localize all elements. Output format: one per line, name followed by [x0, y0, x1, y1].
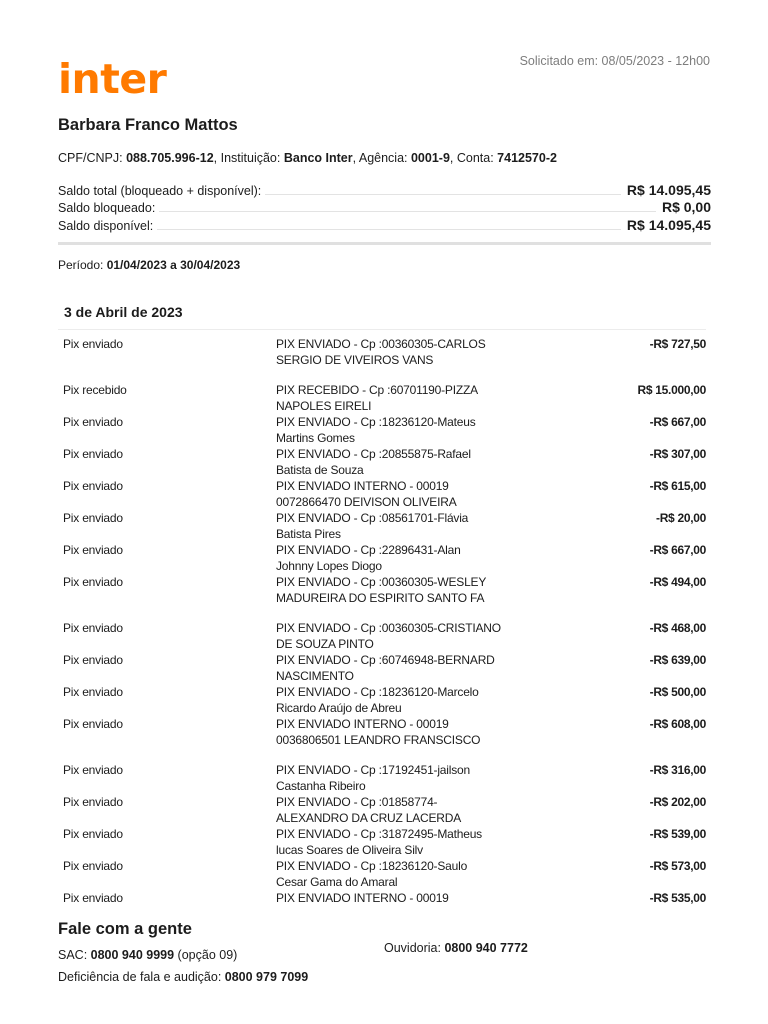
account-info-line: [58, 151, 557, 165]
transaction-amount: -R$ 535,00: [649, 891, 706, 905]
transaction-amount: -R$ 615,00: [649, 479, 706, 493]
transaction-description: PIX ENVIADO INTERNO - 00019 0072866470 DEIVISON OLIVEIRA: [276, 479, 457, 509]
transaction-amount: -R$ 667,00: [649, 543, 706, 557]
transaction-amount: -R$ 468,00: [649, 621, 706, 635]
transaction-amount: R$ 15.000,00: [637, 383, 706, 397]
transaction-type: Pix enviado: [63, 621, 123, 635]
transaction-type: Pix enviado: [63, 795, 123, 809]
transaction-amount: -R$ 608,00: [649, 717, 706, 731]
agency-label: , Agência:: [352, 151, 411, 165]
deficiency-number: 0800 979 7099: [224, 970, 309, 984]
account-value: 7412570-2: [497, 151, 557, 165]
transaction-amount: -R$ 667,00: [649, 415, 706, 429]
balance-row-available: [58, 215, 711, 233]
transaction-type: Pix enviado: [63, 575, 123, 589]
transaction-type: Pix enviado: [63, 415, 123, 429]
transaction-description: PIX ENVIADO - Cp :18236120-Marcelo Ricardo Araújo de Abreu: [276, 685, 479, 715]
balance-label: Saldo bloqueado:: [58, 201, 156, 215]
transaction-type: Pix enviado: [63, 859, 123, 873]
sac-line: [58, 948, 237, 962]
agency-value: 0001-9: [410, 151, 450, 165]
transaction-type: Pix enviado: [63, 337, 123, 351]
transaction-type: Pix enviado: [63, 447, 123, 461]
sac-number: 0800 940 9999: [90, 948, 175, 962]
transaction-description: PIX ENVIADO - Cp :17192451-jailson Castanha Ribeiro: [276, 763, 470, 793]
balance-row-blocked: [58, 198, 711, 216]
transaction-type: Pix enviado: [63, 653, 123, 667]
balance-amount: R$ 14.095,45: [626, 216, 711, 233]
balance-amount: R$ 0,00: [661, 199, 711, 215]
transaction-description: PIX ENVIADO - Cp :22896431-Alan Johnny Lopes Diogo: [276, 543, 461, 573]
period-label: Período:: [58, 258, 107, 272]
transaction-description: PIX ENVIADO - Cp :00360305-WESLEY MADUREIRA DO ESPIRITO SANTO FA: [276, 575, 486, 605]
transaction-amount: -R$ 573,00: [649, 859, 706, 873]
transaction-description: PIX ENVIADO - Cp :08561701-Flávia Batista Pires: [276, 511, 469, 541]
period-line: [58, 258, 240, 272]
transaction-type: Pix enviado: [63, 511, 123, 525]
sac-label: SAC:: [58, 948, 91, 962]
transaction-description: PIX RECEBIDO - Cp :60701190-PIZZA NAPOLES EIRELI: [276, 383, 478, 413]
transaction-amount: -R$ 316,00: [649, 763, 706, 777]
transaction-amount: -R$ 639,00: [649, 653, 706, 667]
transaction-amount: -R$ 500,00: [649, 685, 706, 699]
deficiency-label: Deficiência de fala e audição:: [58, 970, 225, 984]
transaction-description: PIX ENVIADO INTERNO - 00019 0036806501 LEANDRO FRANSCISCO: [276, 717, 481, 747]
transaction-amount: -R$ 307,00: [649, 447, 706, 461]
transaction-type: Pix enviado: [63, 763, 123, 777]
ouvidoria-label: Ouvidoria:: [384, 941, 445, 955]
transaction-description: PIX ENVIADO - Cp :00360305-CARLOS SERGIO DE VIVEIROS VANS: [276, 337, 486, 367]
transaction-description: PIX ENVIADO - Cp :18236120-Mateus Martins Gomes: [276, 415, 476, 445]
balances-section: [58, 180, 711, 233]
transaction-type: Pix enviado: [63, 479, 123, 493]
requested-date: Solicitado em: 08/05/2023 - 12h00: [519, 54, 710, 68]
transaction-description: PIX ENVIADO - Cp :01858774-ALEXANDRO DA CRUZ LACERDA: [276, 795, 462, 825]
transaction-type: Pix enviado: [63, 891, 123, 905]
section-divider: [58, 242, 711, 245]
transaction-type: Pix enviado: [63, 827, 123, 841]
transaction-type: Pix recebido: [63, 383, 127, 397]
cpf-value: 088.705.996-12: [126, 151, 214, 165]
balance-amount: R$ 14.095,45: [626, 181, 711, 198]
leader-line: [157, 229, 621, 230]
transaction-description: PIX ENVIADO - Cp :60746948-BERNARD NASCIMENTO: [276, 653, 495, 683]
transaction-amount: -R$ 539,00: [649, 827, 706, 841]
inter-logo: inter: [58, 55, 167, 103]
transaction-type: Pix enviado: [63, 685, 123, 699]
transaction-amount: -R$ 494,00: [649, 575, 706, 589]
transaction-description: PIX ENVIADO INTERNO - 00019: [276, 891, 449, 905]
cpf-label: CPF/CNPJ:: [58, 151, 127, 165]
transaction-description: PIX ENVIADO - Cp :31872495-Matheus lucas Soares de Oliveira Silv: [276, 827, 482, 857]
contact-title: Fale com a gente: [58, 920, 192, 938]
transaction-description: PIX ENVIADO - Cp :18236120-Saulo Cesar Gama do Amaral: [276, 859, 468, 889]
institution-label: , Instituição:: [213, 151, 284, 165]
ouvidoria-line: [384, 941, 528, 955]
day-divider: [58, 329, 706, 330]
sac-suffix: (opção 09): [174, 948, 238, 962]
balance-label: Saldo total (bloqueado + disponível):: [58, 183, 262, 198]
transaction-description: PIX ENVIADO - Cp :00360305-CRISTIANO DE SOUZA PINTO: [276, 621, 501, 651]
ouvidoria-number: 0800 940 7772: [444, 941, 528, 955]
balance-row-total: [58, 180, 711, 198]
transaction-type: Pix enviado: [63, 717, 123, 731]
transaction-amount: -R$ 202,00: [649, 795, 706, 809]
institution-value: Banco Inter: [283, 151, 353, 165]
transaction-type: Pix enviado: [63, 543, 123, 557]
period-value: 01/04/2023 a 30/04/2023: [106, 258, 241, 272]
transaction-description: PIX ENVIADO - Cp :20855875-Rafael Batista de Souza: [276, 447, 471, 477]
client-name: Barbara Franco Mattos: [58, 116, 238, 134]
balance-label: Saldo disponível:: [58, 218, 154, 233]
leader-line: [159, 211, 656, 212]
leader-line: [265, 194, 621, 195]
transaction-amount: -R$ 20,00: [656, 511, 706, 525]
day-heading: 3 de Abril de 2023: [64, 304, 183, 320]
account-label: , Conta:: [449, 151, 498, 165]
transaction-amount: -R$ 727,50: [649, 337, 706, 351]
deficiency-line: [58, 970, 308, 984]
